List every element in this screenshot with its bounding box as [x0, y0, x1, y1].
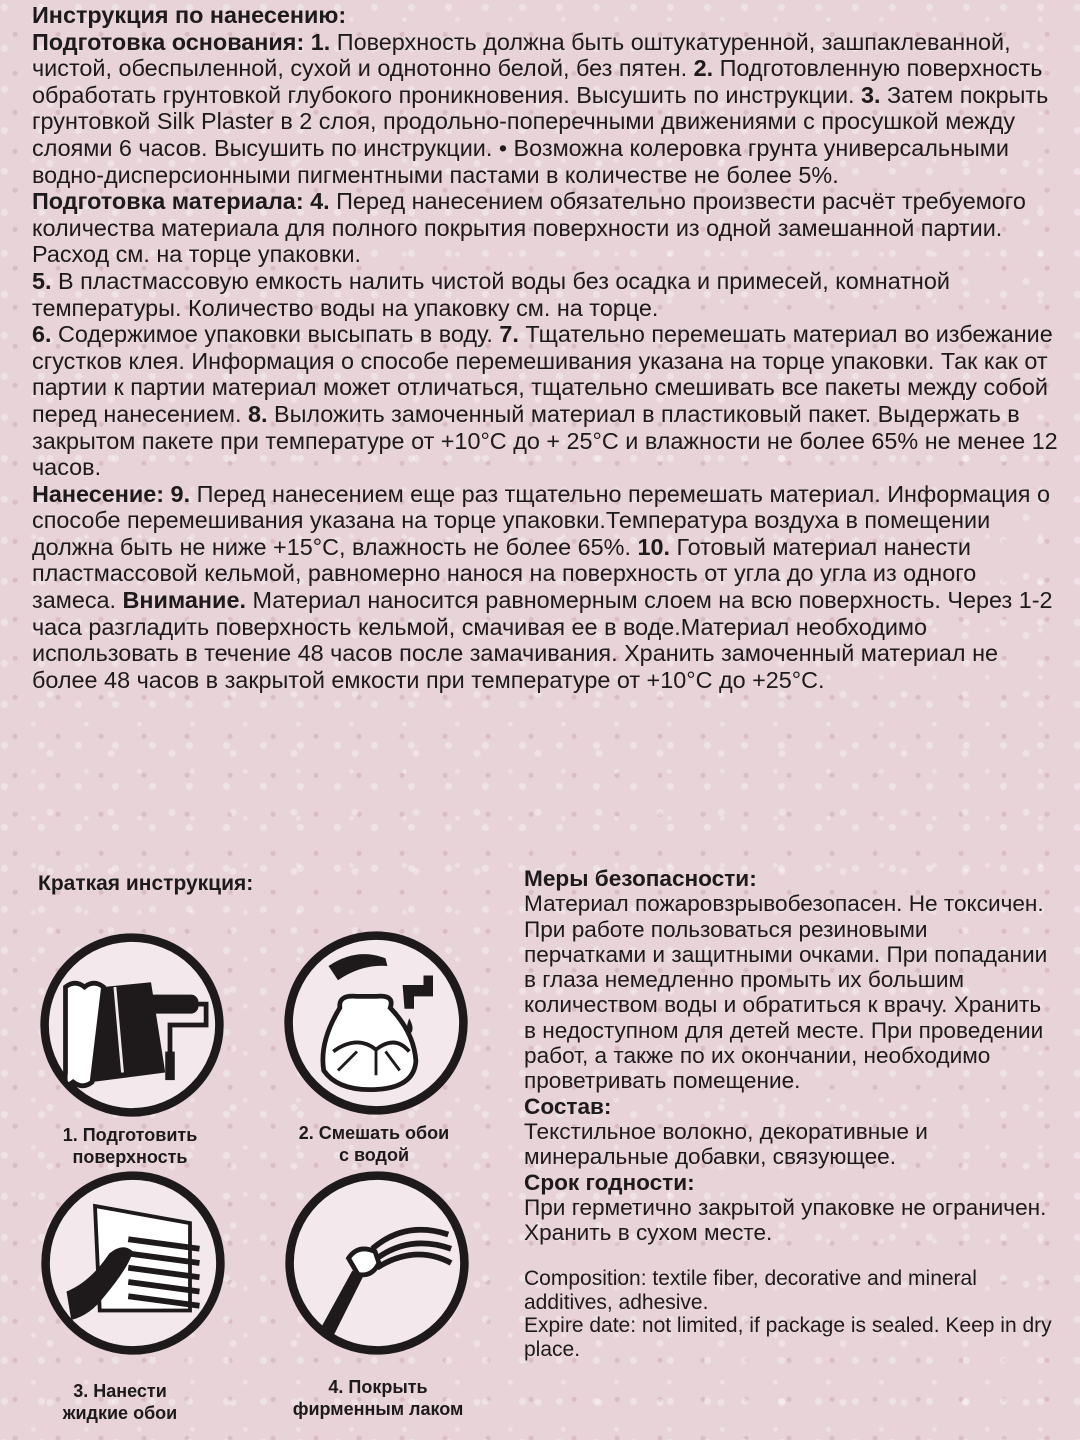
step-number: 1. [310, 28, 331, 55]
spray-gun-icon [282, 1168, 472, 1358]
step-number: 6. [32, 321, 52, 348]
step-text: Готовый материал нанести пластмассовой кельмой, равномерно нанося на поверхность от угла до угла из одного замеса. [32, 533, 977, 614]
material-preparation-paragraph [32, 188, 1062, 268]
caption-line: фирменным лаком [292, 1399, 464, 1419]
caption-line: 3. Нанести [73, 1381, 167, 1401]
safety-block [524, 866, 1054, 1361]
step-text: Затем покрыть грунтовкой Silk Plaster в 2 слоя, продольно-поперечными движениями с просушкой между слоями 6 часов. Высушить по инструкции. • Возможна колеровка грунта универсальными водно-дисперсионными пигментными пастами в количестве не более 5%. [32, 81, 1049, 188]
short-step-4-caption [268, 1376, 488, 1420]
caption-line: 2. Смешать обои [298, 1123, 450, 1143]
safety-text: Материал пожаровзрывобезопасен. Не токсичен. При работе пользоваться резиновыми перчатками и защитными очками. При попадании в глаза немедленно промыть их большим количеством воды и обратиться к врачу. Хранить в недоступном для детей месте. При проведении работ, а также по их окончании, необходимо проветривать помещение. [524, 891, 1048, 1094]
short-instructions-title: Краткая инструкция: [38, 872, 254, 895]
shelf-life-heading: Срок годности: [524, 1169, 695, 1195]
step-5-paragraph [32, 268, 1062, 321]
step-number: 9. [164, 480, 191, 507]
mix-bag-tap-icon [281, 928, 471, 1118]
application-heading: Нанесение: [32, 480, 165, 507]
caption-line: с водой [338, 1145, 410, 1165]
caption-line: 4. Покрыть [328, 1377, 428, 1397]
step-text: Поверхность должна быть оштукатуренной, зашпаклеванной, чистой, обеспыленной, сухой и однотонно белой, без пятен. [32, 28, 1011, 82]
step-text: Выложить замоченный материал в пластиковый пакет. Выдержать в закрытом пакете при температуре от +10°С до + 25°С и влажности не более 65% не менее 12 часов. [32, 400, 1058, 481]
step-number: 2. [693, 55, 714, 82]
step-number: 3. [861, 81, 881, 108]
english-composition: Composition: textile fiber, decorative and mineral additives, adhesive. [524, 1267, 977, 1314]
caption-line: поверхность [72, 1147, 188, 1167]
step-number: 5. [32, 267, 52, 294]
caption-line: 1. Подготовить [62, 1125, 198, 1145]
attention-heading: Внимание. [122, 587, 246, 614]
shelf-life-text: При герметично закрытой упаковке не ограничен. Хранить в сухом месте. [524, 1194, 1047, 1246]
composition-heading: Состав: [524, 1093, 612, 1119]
base-preparation-heading: Подготовка основания: [32, 28, 305, 55]
step-text: Подготовленную поверхность обработать грунтовкой глубокого проникновения. Высушить по инструкции. [32, 55, 1043, 108]
wall-roller-icon [37, 930, 227, 1120]
application-paragraph [32, 481, 1062, 694]
step-6-8-paragraph [32, 321, 1062, 481]
attention-text: Материал наносится равномерным слоем на всю поверхность. Через 1-2 часа разгладить поверхность кельмой, смачивая ее в воде.Материал необходимо использовать в течение 48 часов после замачивания. Хранить замоченный материал не более 48 часов в закрытой емкости при температуре от +10°С до +25°С. [32, 587, 1053, 693]
caption-line: жидкие обои [62, 1403, 178, 1423]
step-text: В пластмассовую емкость налить чистой воды без осадка и примесей, комнатной температуры. Количество воды на упаковку см. на торце. [32, 267, 950, 321]
safety-heading: Меры безопасности: [524, 866, 757, 891]
step-text: Тщательно перемешать материал во избежание сгустков клея. Информация о способе перемешивания указана на торце упаковки. Так как от партии к партии материал может отличаться, тщательно смешивать все пакеты между собой перед нанесением. [32, 321, 1053, 427]
trowel-hand-icon [38, 1168, 228, 1358]
short-step-2-caption [264, 1122, 484, 1166]
step-text: Перед нанесением еще раз тщательно перемешать материал. Информация о способе перемешивания указана на торце упаковки.Температура воздуха в помещении должна быть не ниже +15°С, влажность не более 65%. [32, 480, 1050, 560]
step-number: 8. [247, 400, 268, 427]
step-number: 7. [499, 321, 519, 348]
short-step-3-caption [10, 1380, 230, 1424]
step-number: 10. [637, 533, 670, 560]
english-expire: Expire date: not limited, if package is sealed. Keep in dry place. [524, 1314, 1052, 1361]
step-text: Перед нанесением обязательно произвести расчёт требуемого количества материала для полного покрытия поверхности из одной замешанной партии. Расход см. на торце упаковки. [32, 188, 1026, 268]
composition-text: Текстильное волокно, декоративные и минеральные добавки, связующее. [524, 1118, 928, 1170]
base-preparation-paragraph [32, 29, 1062, 189]
instructions-title: Инструкция по нанесению: [32, 2, 347, 28]
step-text: Содержимое упаковки высыпать в воду. [51, 321, 500, 348]
short-step-1-caption [20, 1124, 240, 1168]
material-preparation-heading: Подготовка материала: [32, 188, 304, 215]
instructions-block [32, 2, 1062, 693]
step-number: 4. [303, 188, 330, 215]
